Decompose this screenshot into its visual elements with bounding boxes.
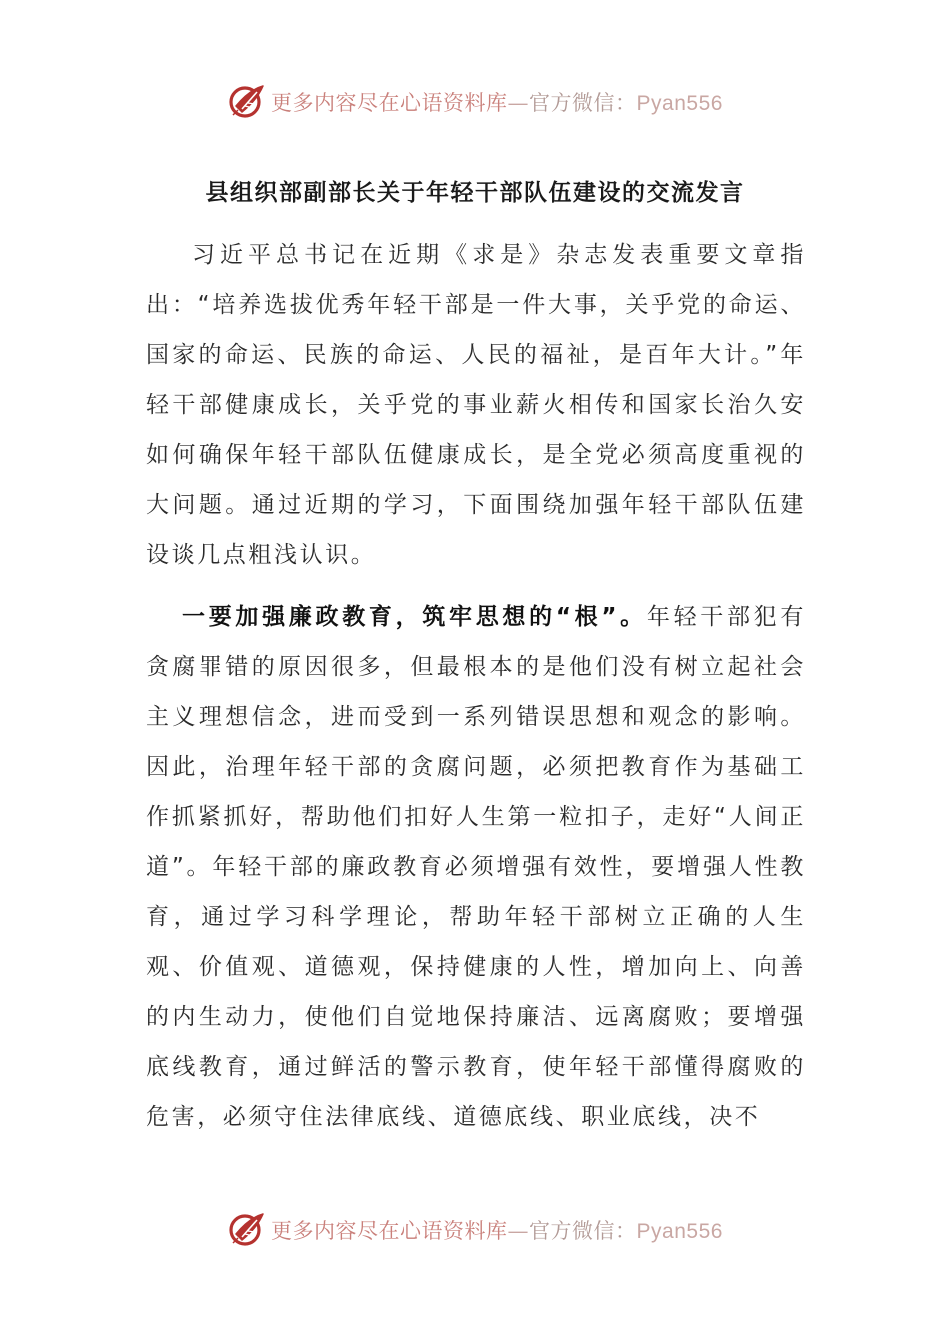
- section-one-body: 年轻干部犯有贪腐罪错的原因很多，但最根本的是他们没有树立起社会主义理想信念，进而受到一系列错误思想和观念的影响。因此，治理年轻干部的贪腐问题，必须把教育作为基础工作抓紧抓好，帮助他们扣好人生第一粒扣子，走好“人间正道”。年轻干部的廉政教育必须增强有效性，要增强人性教育，通过学习科学理论，帮助年轻干部树立正确的人生观、价值观、道德观，保持健康的人性，增加向上、向善的内生动力，使他们自觉地保持廉洁、远离腐败；要增强底线教育，通过鲜活的警示教育，使年轻干部懂得腐败的危害，必须守住法律底线、道德底线、职业底线，决不: [146, 604, 806, 1130]
- document-title: 县组织部副部长关于年轻干部队伍建设的交流发言: [205, 180, 745, 206]
- footer-wechat-id: Pyan556: [636, 1220, 723, 1243]
- header-banner-text: [271, 87, 723, 117]
- footer-banner-text: [271, 1215, 723, 1245]
- header-site-text: 更多内容尽在心语资料库: [271, 91, 508, 115]
- footer-wechat-label: 官方微信：: [529, 1219, 637, 1243]
- quill-logo-icon: [227, 82, 267, 122]
- header-wechat-label: 官方微信：: [529, 91, 637, 115]
- header-separator: —: [507, 91, 530, 115]
- header-wechat-id: Pyan556: [636, 92, 723, 115]
- quill-logo-icon: [227, 1210, 267, 1250]
- footer-banner: [0, 1208, 950, 1252]
- section-one-heading: 一要加强廉政教育，筑牢思想的“根”。: [182, 604, 647, 630]
- footer-site-text: 更多内容尽在心语资料库: [271, 1219, 508, 1243]
- footer-separator: —: [507, 1219, 530, 1243]
- paragraph-section-one: [146, 592, 806, 1142]
- paragraph-intro: 习近平总书记在近期《求是》杂志发表重要文章指出：“培养选拔优秀年轻干部是一件大事，关乎党的命运、国家的命运、民族的命运、人民的福祉，是百年大计。”年轻干部健康成长，关乎党的事业薪火相传和国家长治久安如何确保年轻干部队伍健康成长，是全党必须高度重视的大问题。通过近期的学习，下面围绕加强年轻干部队伍建设谈几点粗浅认识。: [146, 242, 806, 568]
- header-banner: [0, 80, 950, 124]
